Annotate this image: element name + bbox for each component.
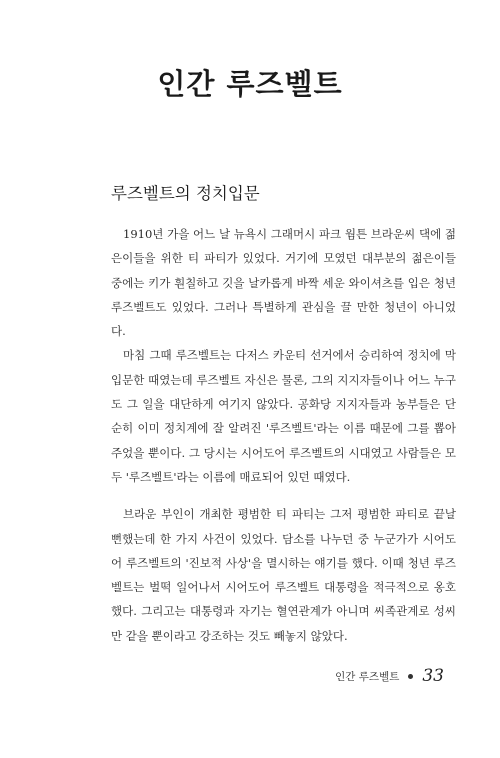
- bullet-icon: [408, 674, 413, 679]
- page-footer: [335, 666, 444, 686]
- page-number: 33: [422, 666, 444, 686]
- section-title: 루즈벨트의 정치입문: [111, 184, 260, 203]
- running-title: 인간 루즈벨트: [335, 670, 400, 683]
- paragraph-3: 브라운 부인이 개최한 평범한 티 파티는 그저 평범한 파티로 끝날 뻔했는데 한 가지 사건이 있었다. 담소를 나누던 중 누군가가 시어도어 루즈벨트의 '진보적 사상'을 멸시하는 얘기를 했다. 이때 청년 루즈벨트는 벌떡 일어나서 시어도어 루즈벨트 대통령을 적극적으로 옹호했다. 그리고는 대통령과 자기는 혈연관계가 아니며 씨족관계로 성씨만 같을 뿐이라고 강조하는 것도 빼놓지 않았다.: [111, 507, 456, 643]
- paragraph-1: 1910년 가을 어느 날 뉴욕시 그래머시 파크 웜튼 브라운씨 댁에 젊은이들을 위한 티 파티가 있었다. 거기에 모였던 대부분의 젊은이들 중에는 키가 훤칠하고 깃을 날카롭게 바짝 세운 와이셔츠를 입은 청년 루즈벨트도 있었다. 그러나 특별하게 관심을 끌 만한 청년이 아니었다.: [111, 227, 456, 339]
- body-text: [111, 222, 456, 648]
- paragraph-2: 마침 그때 루즈벨트는 다저스 카운티 선거에서 승리하여 정치에 막 입문한 때였는데 루즈벨트 자신은 물론, 그의 지지자들이나 어느 누구도 그 일을 대단하게 여기지 않았다. 공화당 지지자들과 농부들은 단순히 이미 정치계에 잘 알려진 '루즈벨트'라는 이름 때문에 그를 뽑아 주었을 뿐이다. 그 당시는 시어도어 루즈벨트의 시대였고 사람들은 모두 '루즈벨트'라는 이름에 매료되어 있던 때였다.: [111, 348, 456, 484]
- chapter-title: 인간 루즈벨트: [157, 67, 343, 101]
